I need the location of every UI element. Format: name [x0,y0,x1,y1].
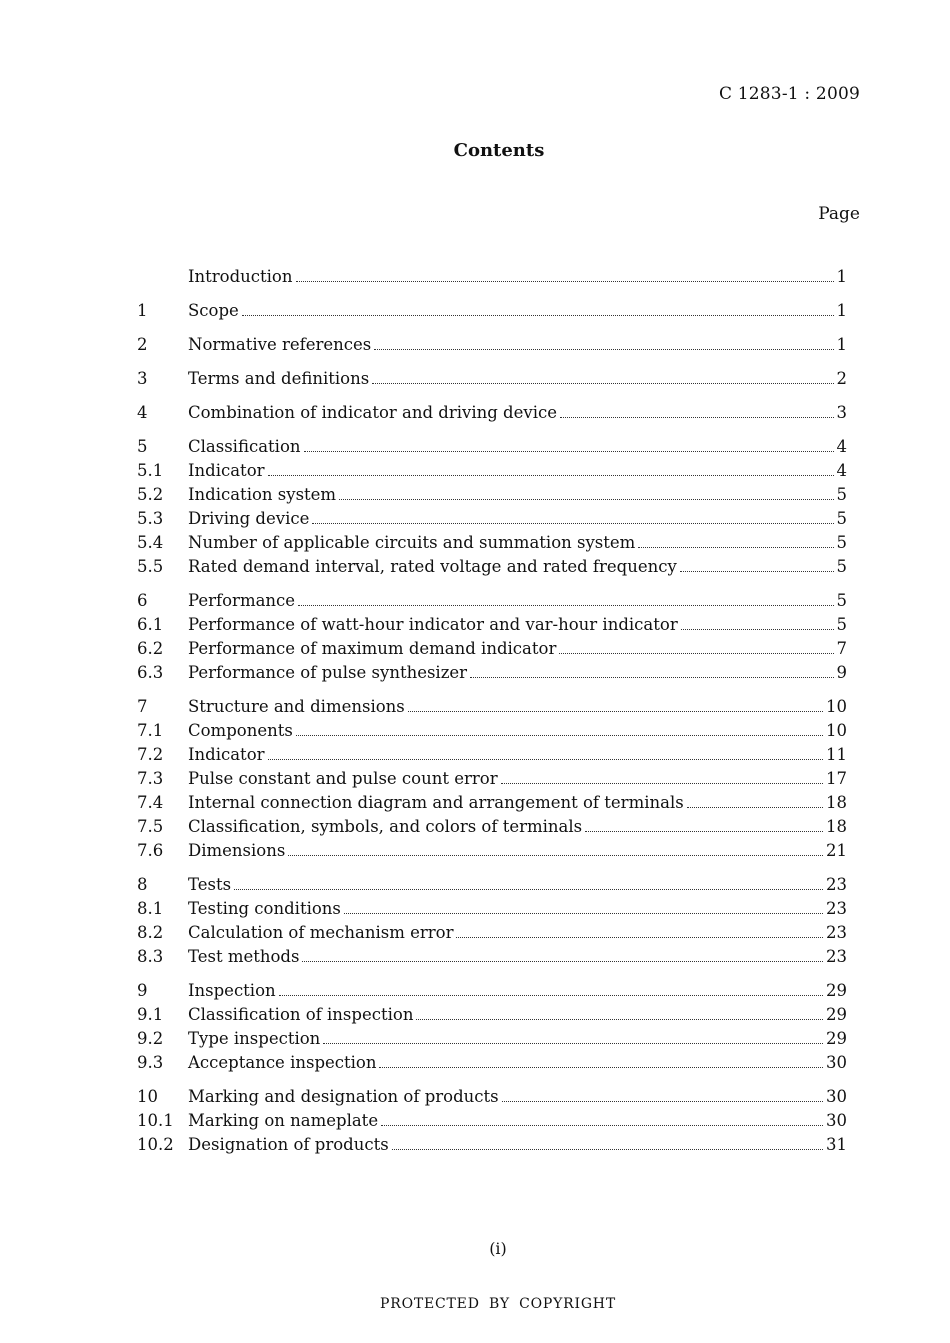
toc-entry-label: Indicator [188,461,265,480]
dot-leader [304,451,834,452]
toc-entry-label: Indication system [188,485,337,504]
toc-entry[interactable] [137,555,847,579]
dot-leader [312,523,833,524]
toc-entry[interactable] [137,401,847,425]
toc-entry-label: Inspection [188,981,276,1000]
toc-entry-number: 7.4 [137,793,164,812]
toc-entry-number: 7.3 [137,769,164,788]
toc-entry-page: 5 [836,615,847,634]
toc-entry-label: Calculation of mechanism error [188,923,454,942]
toc-entry[interactable] [137,1003,847,1027]
toc-entry[interactable] [137,743,847,767]
toc-entry[interactable] [137,945,847,969]
toc-entry-label: Number of applicable circuits and summation system [188,533,636,552]
toc-entry[interactable] [137,613,847,637]
toc-entry-page: 1 [836,267,847,286]
dot-leader [456,937,823,938]
toc-entry-label: Performance of maximum demand indicator [188,639,557,658]
toc-entry-number: 7 [137,697,148,716]
dot-leader [279,995,823,996]
toc-entry-label: Structure and dimensions [188,697,405,716]
toc-entry-label: Type inspection [188,1029,321,1048]
toc-entry-page: 3 [836,403,847,422]
toc-entry-label: Dimensions [188,841,286,860]
toc-entry-number: 9.3 [137,1053,164,1072]
toc-entry-number: 6.2 [137,639,164,658]
toc-entry-page: 30 [826,1087,847,1106]
toc-entry-page: 29 [826,1029,847,1048]
toc-entry-label: Classification [188,437,301,456]
dot-leader [585,831,823,832]
toc-section [137,589,847,685]
toc-entry-page: 18 [826,817,847,836]
toc-entry-page: 21 [826,841,847,860]
copyright-notice: PROTECTED BY COPYRIGHT [380,1296,616,1312]
toc-entry[interactable] [137,435,847,459]
toc-entry-page: 30 [826,1053,847,1072]
toc-entry-label: Introduction [188,267,293,286]
toc-entry-page: 11 [826,745,847,764]
toc-entry-page: 2 [836,369,847,388]
toc-entry-label: Performance of watt-hour indicator and var-hour indicator [188,615,678,634]
toc-entry-number: 10.1 [137,1111,174,1130]
toc-entry[interactable] [137,791,847,815]
table-of-contents [137,265,847,1167]
toc-entry-page: 4 [836,461,847,480]
dot-leader [302,961,823,962]
toc-entry-label: Combination of indicator and driving device [188,403,557,422]
dot-leader [638,547,833,548]
toc-entry-label: Rated demand interval, rated voltage and rated frequency [188,557,677,576]
toc-entry[interactable] [137,1085,847,1109]
toc-entry-label: Pulse constant and pulse count error [188,769,498,788]
toc-entry-page: 30 [826,1111,847,1130]
toc-entry-label: Scope [188,301,239,320]
toc-entry-number: 5.5 [137,557,164,576]
toc-entry-number: 7.5 [137,817,164,836]
toc-entry-page: 23 [826,899,847,918]
toc-entry-label: Performance of pulse synthesizer [188,663,468,682]
toc-entry-number: 2 [137,335,148,354]
toc-entry-label: Internal connection diagram and arrangement of terminals [188,793,684,812]
dot-leader [501,783,823,784]
toc-entry-number: 10 [137,1087,158,1106]
toc-entry-page: 29 [826,1005,847,1024]
toc-entry-label: Acceptance inspection [188,1053,377,1072]
toc-section [137,265,847,289]
dot-leader [323,1043,823,1044]
toc-entry-number: 8.2 [137,923,164,942]
toc-entry-label: Classification, symbols, and colors of terminals [188,817,583,836]
toc-entry[interactable] [137,299,847,323]
toc-entry[interactable] [137,719,847,743]
toc-entry-page: 5 [836,509,847,528]
dot-leader [344,913,823,914]
dot-leader [559,653,833,654]
toc-section [137,367,847,391]
toc-entry-label: Tests [188,875,232,894]
toc-entry[interactable] [137,265,847,289]
toc-entry-number: 9.2 [137,1029,164,1048]
page-title: Contents [453,140,545,161]
toc-entry-page: 17 [826,769,847,788]
toc-entry-number: 8.3 [137,947,164,966]
dot-leader [288,855,823,856]
toc-entry[interactable] [137,589,847,613]
toc-entry[interactable] [137,333,847,357]
dot-leader [268,759,823,760]
toc-entry-label: Marking and designation of products [188,1087,499,1106]
dot-leader [234,889,823,890]
toc-section [137,401,847,425]
dot-leader [298,605,833,606]
toc-entry-page: 5 [836,557,847,576]
dot-leader [374,349,833,350]
dot-leader [296,735,823,736]
toc-entry-number: 5.4 [137,533,164,552]
toc-entry[interactable] [137,897,847,921]
toc-section [137,1085,847,1157]
toc-entry[interactable] [137,483,847,507]
toc-entry[interactable] [137,767,847,791]
toc-entry-page: 23 [826,947,847,966]
dot-leader [560,417,834,418]
dot-leader [372,383,833,384]
toc-entry-number: 7.6 [137,841,164,860]
toc-entry[interactable] [137,661,847,685]
toc-entry-page: 23 [826,875,847,894]
dot-leader [680,571,834,572]
toc-section [137,435,847,579]
dot-leader [416,1019,823,1020]
dot-leader [470,677,833,678]
toc-entry-page: 9 [836,663,847,682]
toc-entry-page: 1 [836,335,847,354]
toc-section [137,333,847,357]
toc-entry-label: Components [188,721,293,740]
toc-entry[interactable] [137,1051,847,1075]
toc-entry-label: Driving device [188,509,310,528]
toc-entry[interactable] [137,695,847,719]
toc-entry[interactable] [137,507,847,531]
toc-entry-label: Normative references [188,335,372,354]
toc-entry-label: Performance [188,591,296,610]
toc-entry-number: 6.1 [137,615,164,634]
dot-leader [392,1149,823,1150]
toc-entry[interactable] [137,815,847,839]
toc-entry-number: 9 [137,981,148,1000]
dot-leader [502,1101,823,1102]
toc-entry-number: 9.1 [137,1005,164,1024]
toc-entry-page: 5 [836,485,847,504]
toc-entry-page: 10 [826,697,847,716]
toc-entry-page: 18 [826,793,847,812]
toc-entry[interactable] [137,1027,847,1051]
dot-leader [296,281,834,282]
dot-leader [339,499,833,500]
toc-entry-number: 8.1 [137,899,164,918]
toc-entry-page: 29 [826,981,847,1000]
toc-entry-number: 6 [137,591,148,610]
toc-section [137,695,847,863]
dot-leader [381,1125,823,1126]
dot-leader [681,629,834,630]
toc-entry-page: 5 [836,533,847,552]
toc-entry-label: Indicator [188,745,265,764]
toc-entry-number: 5.1 [137,461,164,480]
toc-section [137,873,847,969]
toc-entry[interactable] [137,459,847,483]
toc-entry[interactable] [137,873,847,897]
toc-entry-label: Designation of products [188,1135,389,1154]
dot-leader [408,711,823,712]
toc-section [137,299,847,323]
toc-entry-page: 10 [826,721,847,740]
dot-leader [687,807,823,808]
toc-entry-number: 5 [137,437,148,456]
toc-entry[interactable] [137,637,847,661]
toc-entry[interactable] [137,1133,847,1157]
toc-entry-number: 10.2 [137,1135,174,1154]
page-column-label: Page [818,204,860,224]
dot-leader [268,475,834,476]
toc-entry-number: 5.3 [137,509,164,528]
toc-entry-page: 1 [836,301,847,320]
toc-entry-label: Test methods [188,947,300,966]
toc-entry-page: 5 [836,591,847,610]
toc-entry-number: 5.2 [137,485,164,504]
toc-entry-number: 4 [137,403,148,422]
dot-leader [242,315,834,316]
toc-entry[interactable] [137,367,847,391]
toc-entry-page: 7 [836,639,847,658]
toc-entry-page: 4 [836,437,847,456]
toc-entry-label: Classification of inspection [188,1005,414,1024]
toc-entry-number: 1 [137,301,148,320]
toc-entry[interactable] [137,1109,847,1133]
toc-entry-label: Terms and definitions [188,369,370,388]
toc-entry-page: 23 [826,923,847,942]
toc-entry[interactable] [137,921,847,945]
toc-entry[interactable] [137,839,847,863]
dot-leader [379,1067,823,1068]
page-number: (i) [489,1239,507,1258]
toc-entry-number: 6.3 [137,663,164,682]
toc-entry[interactable] [137,531,847,555]
toc-entry[interactable] [137,979,847,1003]
toc-entry-page: 31 [826,1135,847,1154]
toc-entry-number: 3 [137,369,148,388]
toc-entry-number: 7.2 [137,745,164,764]
toc-entry-number: 7.1 [137,721,164,740]
standard-number: C 1283-1 : 2009 [718,84,860,104]
toc-entry-number: 8 [137,875,148,894]
toc-section [137,979,847,1075]
toc-entry-label: Testing conditions [188,899,341,918]
toc-entry-label: Marking on nameplate [188,1111,379,1130]
